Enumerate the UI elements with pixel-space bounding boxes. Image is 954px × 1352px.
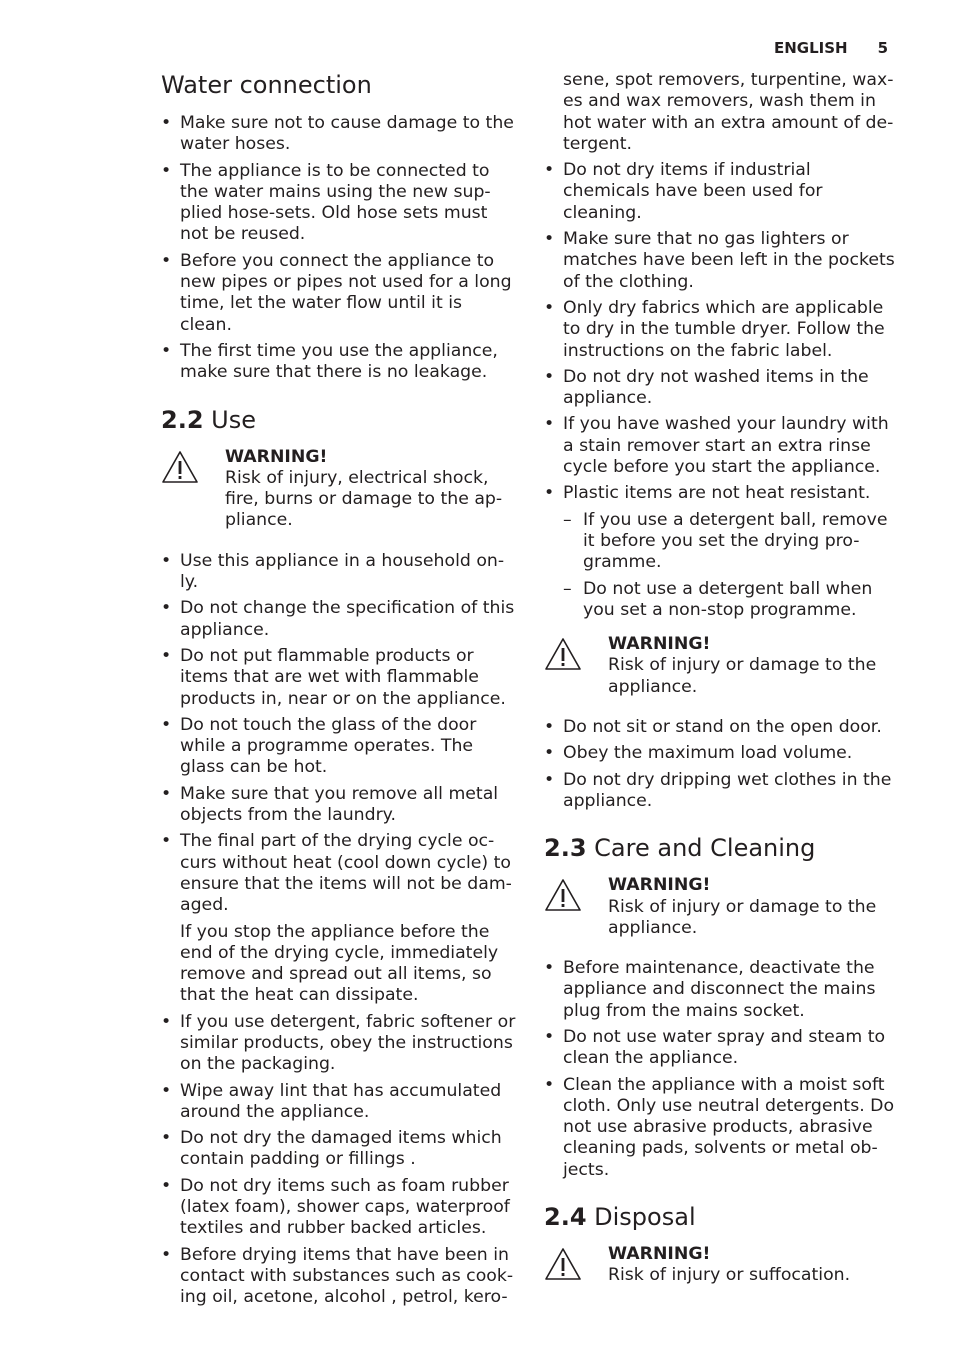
use-section-number: 2.2 [161,405,204,434]
use-item: • If you have washed your laundry with a stain remover start an extra rinse cycle before you start the appliance. [544,414,896,478]
use-item: • Before drying items that have been in contact with substances such as cook- ing oil, acetone, alcohol , petrol, kero- [161,1245,516,1309]
care-warning-title: WARNING! [608,875,711,896]
left-column [161,70,516,1314]
use-warning-2 [544,634,896,698]
care-item: • Before maintenance, deactivate the appliance and disconnect the mains plug from the mains socket. [544,958,896,1022]
care-warning [544,875,896,939]
use-item: • The final part of the drying cycle oc- curs without heat (cool down cycle) to ensure that the items will not be dam- aged. [161,831,516,916]
detergent-ball-item: – If you use a detergent ball, remove it before you set the drying pro- gramme. [563,510,896,574]
use-heading [161,405,516,435]
disposal-section-number: 2.4 [544,1203,587,1232]
care-warning-text: Risk of injury or damage to the appliance. [608,896,877,938]
use-warning-2-title: WARNING! [608,634,711,655]
header-language: ENGLISH [773,39,848,57]
disposal-warning-title: WARNING! [608,1244,711,1265]
use-item: • Obey the maximum load volume. [544,743,896,764]
water-connection-item: • The appliance is to be connected to the water mains using the new sup- plied hose-sets. Old hose sets must not be reused. [161,161,516,246]
warning-triangle-icon [161,449,199,485]
use-item: • Do not dry not washed items in the appliance. [544,367,896,410]
use-item: • Do not touch the glass of the door while a programme operates. The glass can be hot. [161,715,516,779]
use-list-d [544,717,896,812]
use-item: • Do not change the specification of this appliance. [161,598,516,641]
use-list [161,551,516,917]
use-item: • Do not put flammable products or items that are wet with flammable products in, near or on the appliance. [161,646,516,710]
care-heading [544,833,896,863]
water-connection-item: • Before you connect the appliance to new pipes or pipes not used for a long time, let the water flow until it is clean. [161,251,516,336]
use-warning-2-text: Risk of injury or damage to the appliance. [608,655,877,697]
disposal-warning-text: Risk of injury or suffocation. [608,1265,851,1286]
use-warning-title: WARNING! [225,446,328,467]
care-item: • Clean the appliance with a moist soft cloth. Only use neutral detergents. Do not use abrasive products, abrasive cleaning pads, solvents or metal ob- jects. [544,1075,896,1181]
right-column [544,70,896,1287]
care-title: Care and Cleaning [594,834,816,863]
disposal-title: Disposal [594,1203,696,1232]
use-item: • Only dry fabrics which are applicable to dry in the tumble dryer. Follow the instructions on the fabric label. [544,298,896,362]
use-list-b [161,1012,516,1309]
care-item: • Do not use water spray and steam to clean the appliance. [544,1027,896,1070]
continuation-text: sene, spot removers, turpentine, wax- es and wax removers, wash them in hot water with an extra amount of de- tergent. [563,70,894,154]
use-item: • Do not dry dripping wet clothes in the appliance. [544,770,896,813]
use-item: • If you use detergent, fabric softener or similar products, obey the instructions on the packaging. [161,1012,516,1076]
use-item: • Use this appliance in a household on- ly. [161,551,516,594]
use-item: • Wipe away lint that has accumulated around the appliance. [161,1081,516,1124]
use-item: • Make sure that no gas lighters or matches have been left in the pockets of the clothing. [544,229,896,293]
use-item: • Do not dry items if industrial chemicals have been used for cleaning. [544,160,896,224]
detergent-ball-list [544,510,896,621]
disposal-warning [544,1244,896,1287]
use-warning-text: Risk of injury, electrical shock, fire, burns or damage to the ap- pliance. [225,467,503,531]
page-header [774,38,888,58]
cool-down-note: If you stop the appliance before the end of the drying cycle, immediately remove and spread out all items, so that the heat can dissipate. [180,921,499,1006]
use-warning [161,447,516,532]
care-list [544,958,896,1181]
warning-triangle-icon [544,1246,582,1282]
water-connection-item: • The first time you use the appliance, make sure that there is no leakage. [161,341,516,384]
water-connection-list [161,113,516,384]
use-list-c [544,160,896,504]
water-connection-item: • Make sure not to cause damage to the water hoses. [161,113,516,156]
use-title: Use [211,405,256,434]
use-item: • Make sure that you remove all metal objects from the laundry. [161,784,516,827]
care-section-number: 2.3 [544,834,587,863]
use-item: • Do not sit or stand on the open door. [544,717,896,738]
detergent-ball-item: – Do not use a detergent ball when you set a non-stop programme. [563,579,896,622]
use-item: • Do not dry items such as foam rubber (latex foam), shower caps, waterproof textiles and rubber backed articles. [161,1176,516,1240]
use-item: • Do not dry the damaged items which contain padding or fillings . [161,1128,516,1171]
warning-triangle-icon [544,636,582,672]
page-number: 5 [877,39,888,57]
water-connection-heading: Water connection [161,71,372,99]
disposal-heading [544,1202,896,1232]
use-item: • Plastic items are not heat resistant. [544,483,896,504]
warning-triangle-icon [544,877,582,913]
